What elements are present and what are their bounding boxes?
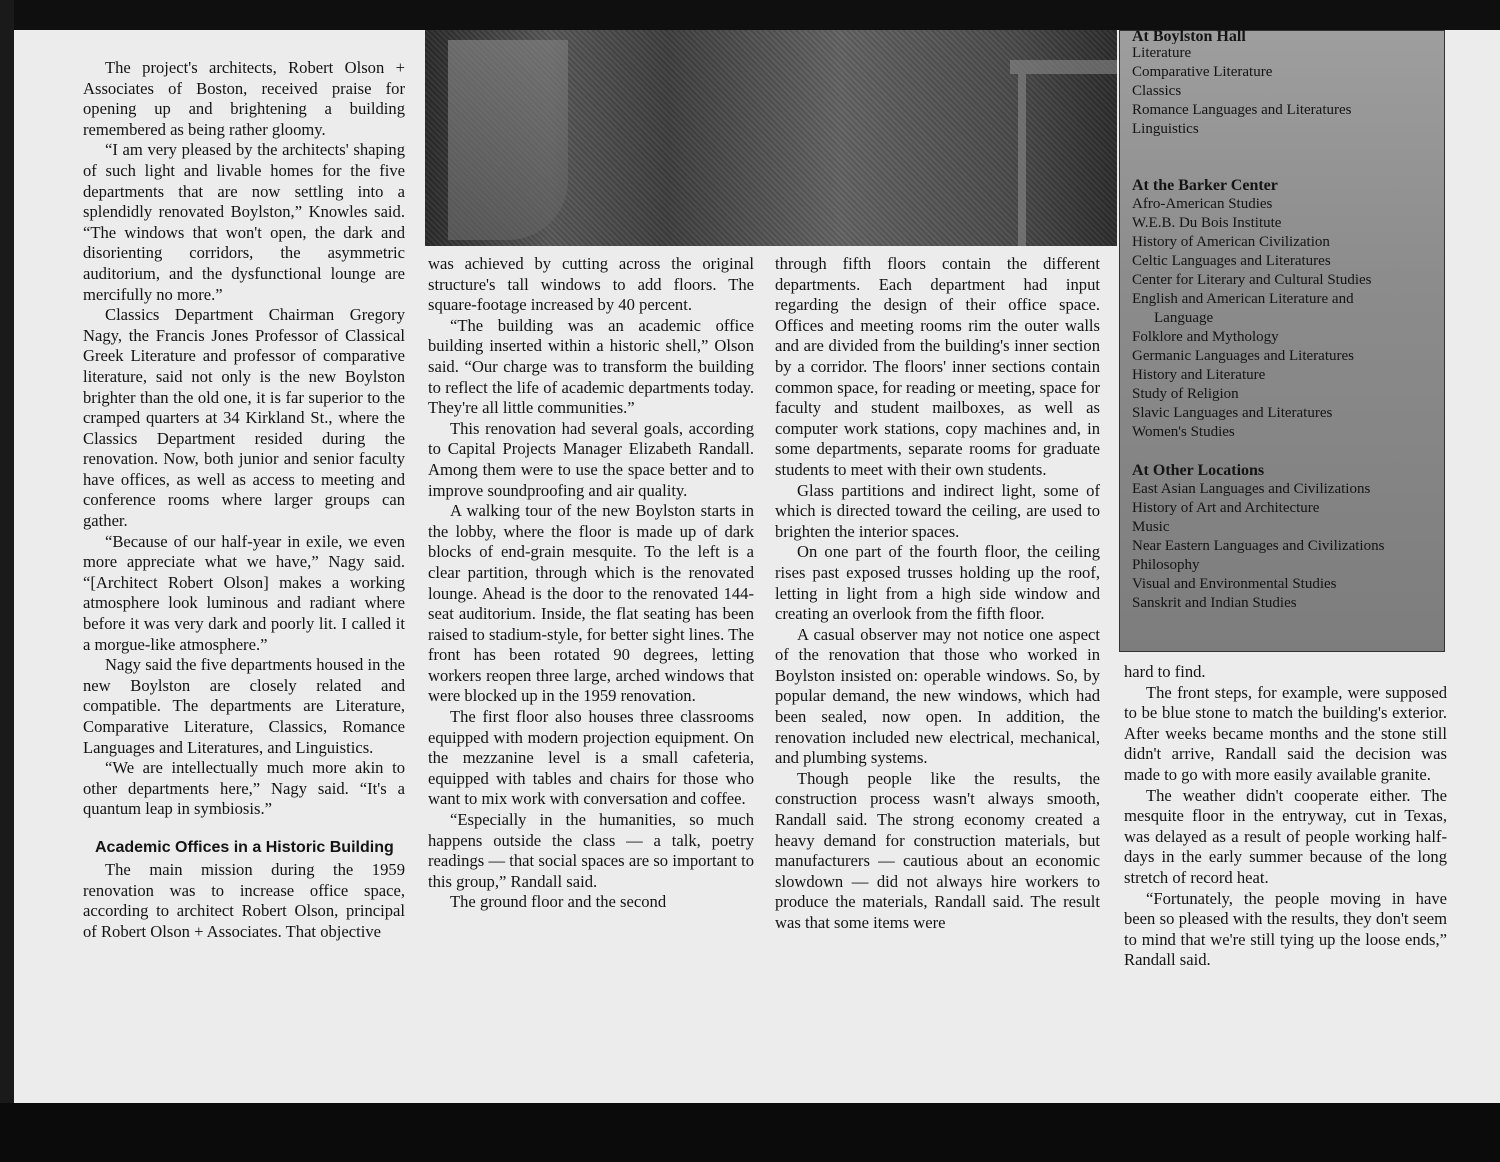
sidebar-item: Center for Literary and Cultural Studies — [1132, 272, 1372, 288]
sidebar-item: Near Eastern Languages and Civilizations — [1132, 538, 1385, 554]
sidebar-item: Women's Studies — [1132, 424, 1235, 440]
sidebar-item: Folklore and Mythology — [1132, 329, 1279, 345]
photo-table — [1010, 60, 1117, 246]
sidebar-section-title: At Other Locations — [1132, 462, 1265, 479]
sidebar-item: Sanskrit and Indian Studies — [1132, 595, 1297, 611]
paragraph: A casual observer may not notice one aspect of the renovation that those who worked in Boylston insisted on: operable windows. So, by popular demand, the new windows, which had been sealed, now open. In addition, the renovation included new electrical, mechanical, and plumbing systems. — [775, 624, 1100, 768]
section-subheading: Academic Offices in a Historic Building — [95, 838, 394, 856]
sidebar-item: Germanic Languages and Literatures — [1132, 348, 1354, 364]
sidebar-item: Philosophy — [1132, 557, 1200, 573]
scan-border-top — [0, 0, 1500, 30]
sidebar-item: Slavic Languages and Literatures — [1132, 405, 1333, 421]
paragraph: Glass partitions and indirect light, some of which is directed toward the ceiling, are used to brighten the interior spaces. — [775, 480, 1100, 541]
sidebar-item: Literature — [1132, 45, 1192, 61]
paragraph: “We are intellectually much more akin to other departments here,” Nagy said. “It's a quantum leap in symbiosis.” — [83, 758, 405, 819]
department-locations-sidebar — [1119, 30, 1445, 652]
sidebar-item: Romance Languages and Literatures — [1132, 102, 1352, 118]
paragraph: On one part of the fourth floor, the ceiling rises past exposed trusses holding up the roof, letting in light from a high side window and creating an overlook from the fifth floor. — [775, 542, 1100, 624]
paragraph: “Fortunately, the people moving in have been so pleased with the results, they don't seem to mind that we're still tying up the loose ends,” Randall said. — [1124, 888, 1447, 970]
paragraph: was achieved by cutting across the original structure's tall windows to add floors. The square-footage increased by 40 percent. — [428, 254, 754, 315]
scan-border-left — [0, 0, 14, 1162]
sidebar-item: W.E.B. Du Bois Institute — [1132, 215, 1282, 231]
sidebar-item: History of American Civilization — [1132, 234, 1330, 250]
paragraph: The main mission during the 1959 renovation was to increase office space, according to architect Robert Olson, principal of Robert Olson + Associates. That objective — [83, 859, 405, 941]
photo-furniture — [448, 40, 568, 240]
sidebar-item: History of Art and Architecture — [1132, 500, 1320, 516]
paragraph: Classics Department Chairman Gregory Nagy, the Francis Jones Professor of Classical Greek Literature and professor of comparative literature, said not only is the new Boylston brighter than the old one, it is far superior to the cramped quarters at 34 Kirkland St., where the Classics Department resided during the renovation. Now, both junior and senior faculty have offices, as well as access to meeting and conference rooms where larger groups can gather. — [83, 305, 405, 531]
sidebar-item: Afro-American Studies — [1132, 196, 1273, 212]
sidebar-group-barker — [1132, 176, 1444, 442]
paragraph: The project's architects, Robert Olson + Associates of Boston, received praise for opening up and brightening a building remembered as being rather gloomy. — [83, 58, 405, 139]
sidebar-group-other — [1132, 461, 1444, 613]
paragraph: A walking tour of the new Boylston starts in the lobby, where the floor is made up of dark blocks of end-grain mesquite. To the left is a clear partition, through which is the renovated lounge. Ahead is the door to the renovated 144-seat auditorium. Inside, the flat seating has been raised to stadium-style, for better sight lines. The front has been rotated 90 degrees, letting workers reopen three large, arched windows that were blocked up in the 1959 renovation. — [428, 501, 754, 706]
sidebar-item: Comparative Literature — [1132, 64, 1273, 80]
paragraph: hard to find. — [1124, 662, 1206, 681]
paragraph: Though people like the results, the construction process wasn't always smooth, Randall said. The strong economy created a heavy demand for construction materials, but manufacturers — cautious about an economic slowdown — did not always hire workers to produce the materials, Randall said. The result was that some items were — [775, 768, 1100, 932]
article-column-2 — [428, 254, 754, 913]
article-column-3 — [775, 254, 1100, 934]
sidebar-cut-title-wrap — [1132, 27, 1444, 44]
paragraph: “Because of our half-year in exile, we even more appreciate what we have,” Nagy said. “[Architect Robert Olson] makes a working atmosphere look luminous and radiant where before it was very dark and poorly lit. I called it a morgue-like atmosphere.” — [83, 531, 405, 654]
sidebar-section-title: At the Barker Center — [1132, 177, 1278, 194]
paragraph: This renovation had several goals, according to Capital Projects Manager Elizabeth Randall. Among them were to use the space better and to improve soundproofing and air quality. — [428, 418, 754, 500]
sidebar-cut-title: At Boylston Hall — [1132, 28, 1246, 44]
sidebar-item: Study of Religion — [1132, 386, 1239, 402]
paragraph: “Especially in the humanities, so much happens outside the class — a talk, poetry readings — that social spaces are so important to this group,” Randall said. — [428, 810, 754, 891]
article-column-1 — [83, 58, 405, 942]
paragraph: The front steps, for example, were supposed to be blue stone to match the building's exterior. After weeks became months and the stone still didn't arrive, Randall said the decision was made to go with more easily available granite. — [1124, 682, 1447, 784]
sidebar-item: Language — [1154, 310, 1214, 326]
sidebar-item: History and Literature — [1132, 367, 1266, 383]
paragraph: “The building was an academic office building inserted within a historic shell,” Olson said. “Our charge was to transform the building to reflect the life of academic departments today. They're all little communities.” — [428, 315, 754, 418]
paragraph: “I am very pleased by the architects' shaping of such light and livable homes for the five departments that are now settling into a splendidly renovated Boylston,” Knowles said. “The windows that won't open, the dark and disorienting corridors, the asymmetric auditorium, and the dysfunctional lounge are mercifully no more.” — [83, 140, 405, 304]
paragraph: The ground floor and the second — [450, 892, 667, 912]
sidebar-group-boylston — [1132, 44, 1444, 139]
scan-border-bottom — [0, 1103, 1500, 1162]
sidebar-item: East Asian Languages and Civilizations — [1132, 481, 1371, 497]
sidebar-item: Linguistics — [1132, 121, 1199, 137]
sidebar-item: Music — [1132, 519, 1170, 535]
sidebar-item: Classics — [1132, 83, 1182, 99]
paragraph: The first floor also houses three classrooms equipped with modern projection equipment. On the mezzanine level is a small cafeteria, equipped with tables and chairs for those who want to mix work with conversation and coffee. — [428, 707, 754, 809]
paragraph: The weather didn't cooperate either. The mesquite floor in the entryway, cut in Texas, was delayed as a result of people working half-days in the early summer because of the long stretch of record heat. — [1124, 785, 1447, 887]
paragraph: through fifth floors contain the different departments. Each department had input regarding the design of their office space. Offices and meeting rooms rim the outer walls and are divided from the building's inner section by a corridor. The floors' inner sections contain common space, for reading or meeting, space for faculty and student mailboxes, as well as computer work stations, copy machines and, in some departments, separate rooms for graduate students to meet with their own students. — [775, 254, 1100, 479]
article-column-4 — [1124, 662, 1447, 971]
sidebar-item: English and American Literature and — [1132, 291, 1354, 307]
sidebar-item: Celtic Languages and Literatures — [1132, 253, 1331, 269]
paragraph: Nagy said the five departments housed in the new Boylston are closely related and compatible. The departments are Literature, Comparative Literature, Classics, Romance Languages and Literatures, and Linguistics. — [83, 655, 405, 757]
sidebar-item: Visual and Environmental Studies — [1132, 576, 1337, 592]
